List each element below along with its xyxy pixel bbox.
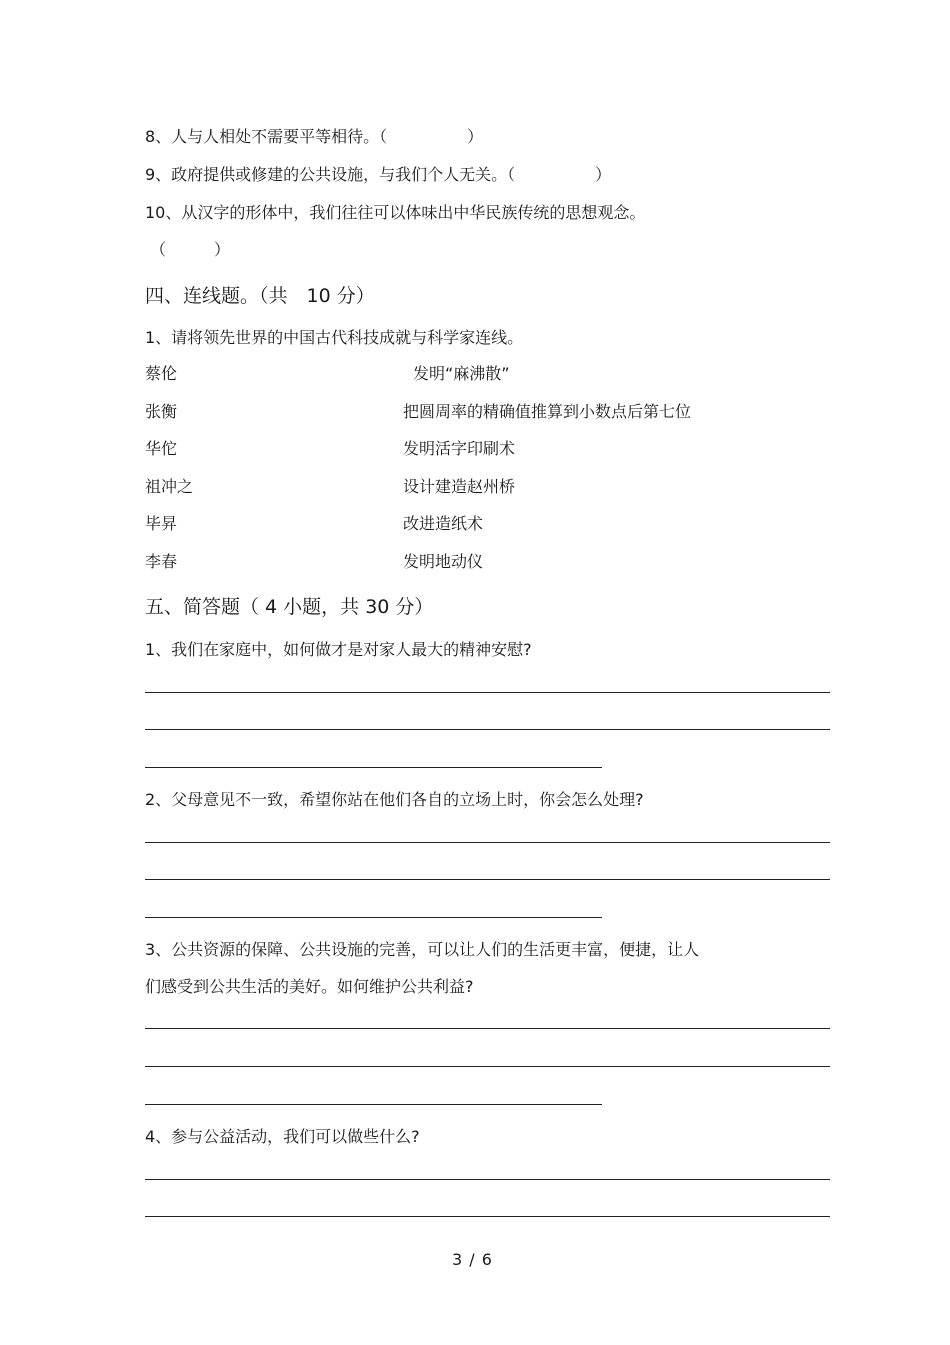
answer-line[interactable] — [145, 842, 830, 843]
answer-line[interactable] — [145, 917, 602, 918]
scientist-item: 祖冲之 — [145, 477, 194, 496]
short-answer-question-3-cont: 们感受到公共生活的美好。如何维护公共利益? — [145, 977, 474, 996]
answer-line[interactable] — [145, 879, 830, 880]
achievement-item: 设计建造赵州桥 — [403, 477, 516, 496]
answer-line[interactable] — [145, 767, 602, 768]
achievement-item: 把圆周率的精确值推算到小数点后第七位 — [403, 402, 692, 421]
question-9: 9、政府提供或修建的公共设施，与我们个人无关。（ ） — [145, 165, 612, 184]
achievement-item: 发明“麻沸散” — [413, 364, 510, 383]
achievement-item: 改进造纸术 — [403, 514, 484, 533]
short-answer-question-2: 2、父母意见不一致，希望你站在他们各自的立场上时，你会怎么处理? — [145, 790, 644, 809]
answer-line[interactable] — [145, 1066, 830, 1067]
answer-line[interactable] — [145, 1028, 830, 1029]
section-4-heading: 四、连线题。（共 10 分） — [145, 285, 375, 307]
answer-line[interactable] — [145, 1179, 830, 1180]
short-answer-question-3: 3、公共资源的保障、公共设施的完善，可以让人们的生活更丰富，便捷，让人 — [145, 940, 700, 959]
section-5-heading: 五、简答题（ 4 小题，共 30 分） — [145, 596, 434, 618]
question-8: 8、人与人相处不需要平等相待。（ ） — [145, 127, 484, 146]
answer-line[interactable] — [145, 1104, 602, 1105]
short-answer-question-1: 1、我们在家庭中，如何做才是对家人最大的精神安慰? — [145, 640, 532, 659]
short-answer-question-4: 4、参与公益活动，我们可以做些什么? — [145, 1127, 420, 1146]
scientist-item: 李春 — [145, 552, 178, 571]
achievement-item: 发明地动仪 — [403, 552, 484, 571]
question-10: 10、从汉字的形体中，我们往往可以体味出中华民族传统的思想观念。 — [145, 203, 646, 222]
answer-line[interactable] — [145, 729, 830, 730]
achievement-item: 发明活字印刷术 — [403, 439, 516, 458]
scientist-item: 毕昇 — [145, 514, 178, 533]
question-10-answer-blank: （ ） — [150, 240, 231, 259]
page-number: 3 / 6 — [452, 1250, 493, 1269]
scientist-item: 华佗 — [145, 439, 178, 458]
scientist-item: 蔡伦 — [145, 364, 178, 383]
section-4-instruction: 1、请将领先世界的中国古代科技成就与科学家连线。 — [145, 328, 524, 347]
answer-line[interactable] — [145, 692, 830, 693]
answer-line[interactable] — [145, 1216, 830, 1217]
scientist-item: 张衡 — [145, 402, 178, 421]
